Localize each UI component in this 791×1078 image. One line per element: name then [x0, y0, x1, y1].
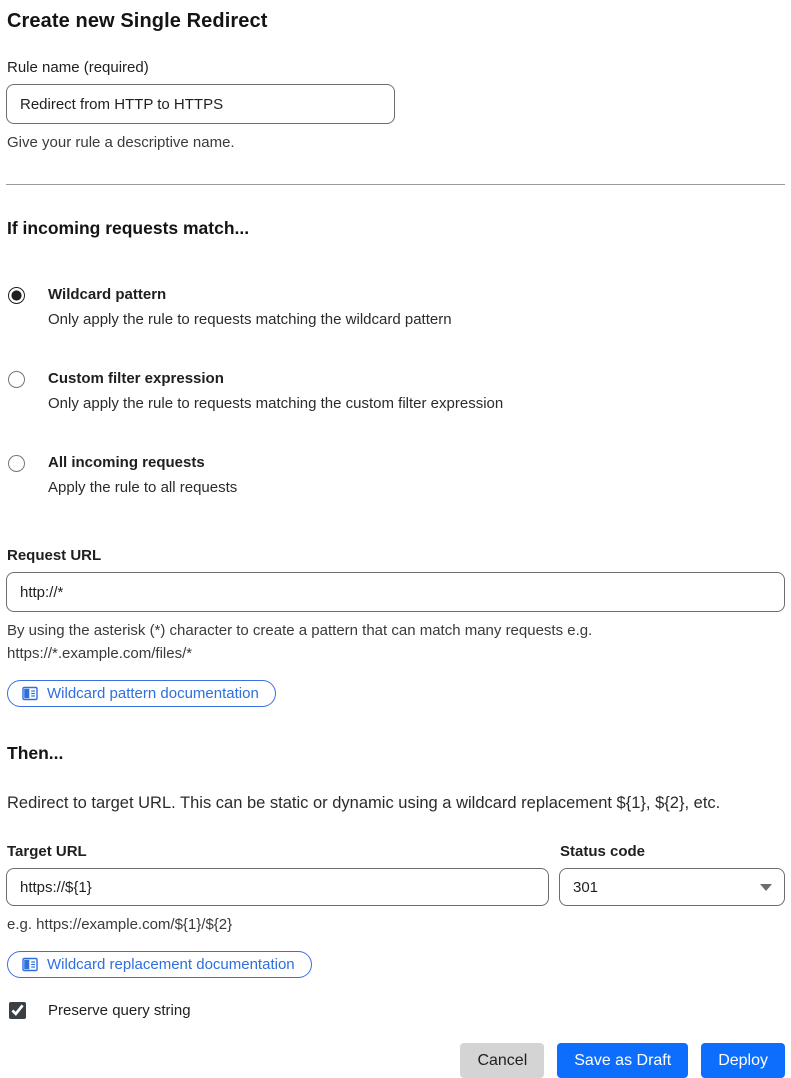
- request-url-help-line2: https://*.example.com/files/*: [7, 645, 193, 662]
- target-url-label: Target URL: [7, 843, 87, 860]
- all-requests-radio[interactable]: [8, 455, 25, 472]
- all-requests-description: Apply the rule to all requests: [48, 479, 238, 496]
- then-section-description: Redirect to target URL. This can be static or dynamic using a wildcard replacement ${1}, ${2}, etc.: [7, 794, 721, 812]
- request-url-help-line1: By using the asterisk (*) character to create a pattern that can match many requests e.g.: [7, 622, 593, 639]
- target-url-help: e.g. https://example.com/${1}/${2}: [7, 916, 233, 933]
- save-as-draft-button[interactable]: Save as Draft: [557, 1043, 688, 1078]
- request-url-field: [6, 547, 785, 707]
- rule-name-label: Rule name (required): [7, 59, 149, 76]
- deploy-button[interactable]: Deploy: [701, 1043, 785, 1078]
- wildcard-pattern-radio[interactable]: [8, 287, 25, 304]
- custom-filter-label: Custom filter expression: [48, 370, 224, 387]
- preserve-query-string-label: Preserve query string: [48, 1002, 191, 1019]
- wildcard-pattern-description: Only apply the rule to requests matching the wildcard pattern: [48, 311, 452, 328]
- status-code-value: 301: [573, 878, 599, 896]
- rule-name-field: [6, 59, 785, 154]
- wildcard-pattern-label: Wildcard pattern: [48, 286, 167, 303]
- preserve-query-string-checkbox[interactable]: [9, 1002, 26, 1019]
- target-url-input[interactable]: [6, 868, 549, 906]
- target-url-status-row: [6, 843, 785, 978]
- custom-filter-description: Only apply the rule to requests matching the custom filter expression: [48, 395, 504, 412]
- page-title: Create new Single Redirect: [7, 10, 268, 32]
- status-code-label: Status code: [560, 843, 646, 860]
- section-divider: [6, 184, 785, 185]
- cancel-button[interactable]: Cancel: [460, 1043, 544, 1078]
- request-url-input[interactable]: [6, 572, 785, 612]
- all-requests-label: All incoming requests: [48, 454, 205, 471]
- status-code-field: [559, 843, 785, 978]
- rule-name-help: Give your rule a descriptive name.: [7, 134, 235, 151]
- book-icon: [22, 957, 38, 972]
- custom-filter-radio[interactable]: [8, 371, 25, 388]
- request-url-help: [7, 619, 785, 665]
- chevron-down-icon: [760, 884, 772, 891]
- wildcard-pattern-doc-button-label: Wildcard pattern documentation: [47, 684, 259, 702]
- match-section-heading: If incoming requests match...: [7, 218, 250, 238]
- wildcard-pattern-doc-button[interactable]: [7, 680, 276, 707]
- match-type-radio-group: [6, 285, 785, 499]
- status-code-select[interactable]: [559, 868, 785, 906]
- preserve-query-string-row[interactable]: [6, 1002, 785, 1019]
- radio-option-wildcard-pattern[interactable]: [6, 285, 785, 331]
- footer-actions: [6, 1043, 785, 1078]
- then-section-heading: Then...: [7, 743, 64, 763]
- request-url-label: Request URL: [7, 547, 102, 564]
- rule-name-input[interactable]: [6, 84, 395, 124]
- book-icon: [22, 686, 38, 701]
- radio-option-custom-filter[interactable]: [6, 369, 785, 415]
- target-url-field: [6, 843, 549, 978]
- wildcard-replacement-doc-button[interactable]: [7, 951, 312, 978]
- radio-option-all-requests[interactable]: [6, 453, 785, 499]
- wildcard-replacement-doc-button-label: Wildcard replacement documentation: [47, 955, 295, 973]
